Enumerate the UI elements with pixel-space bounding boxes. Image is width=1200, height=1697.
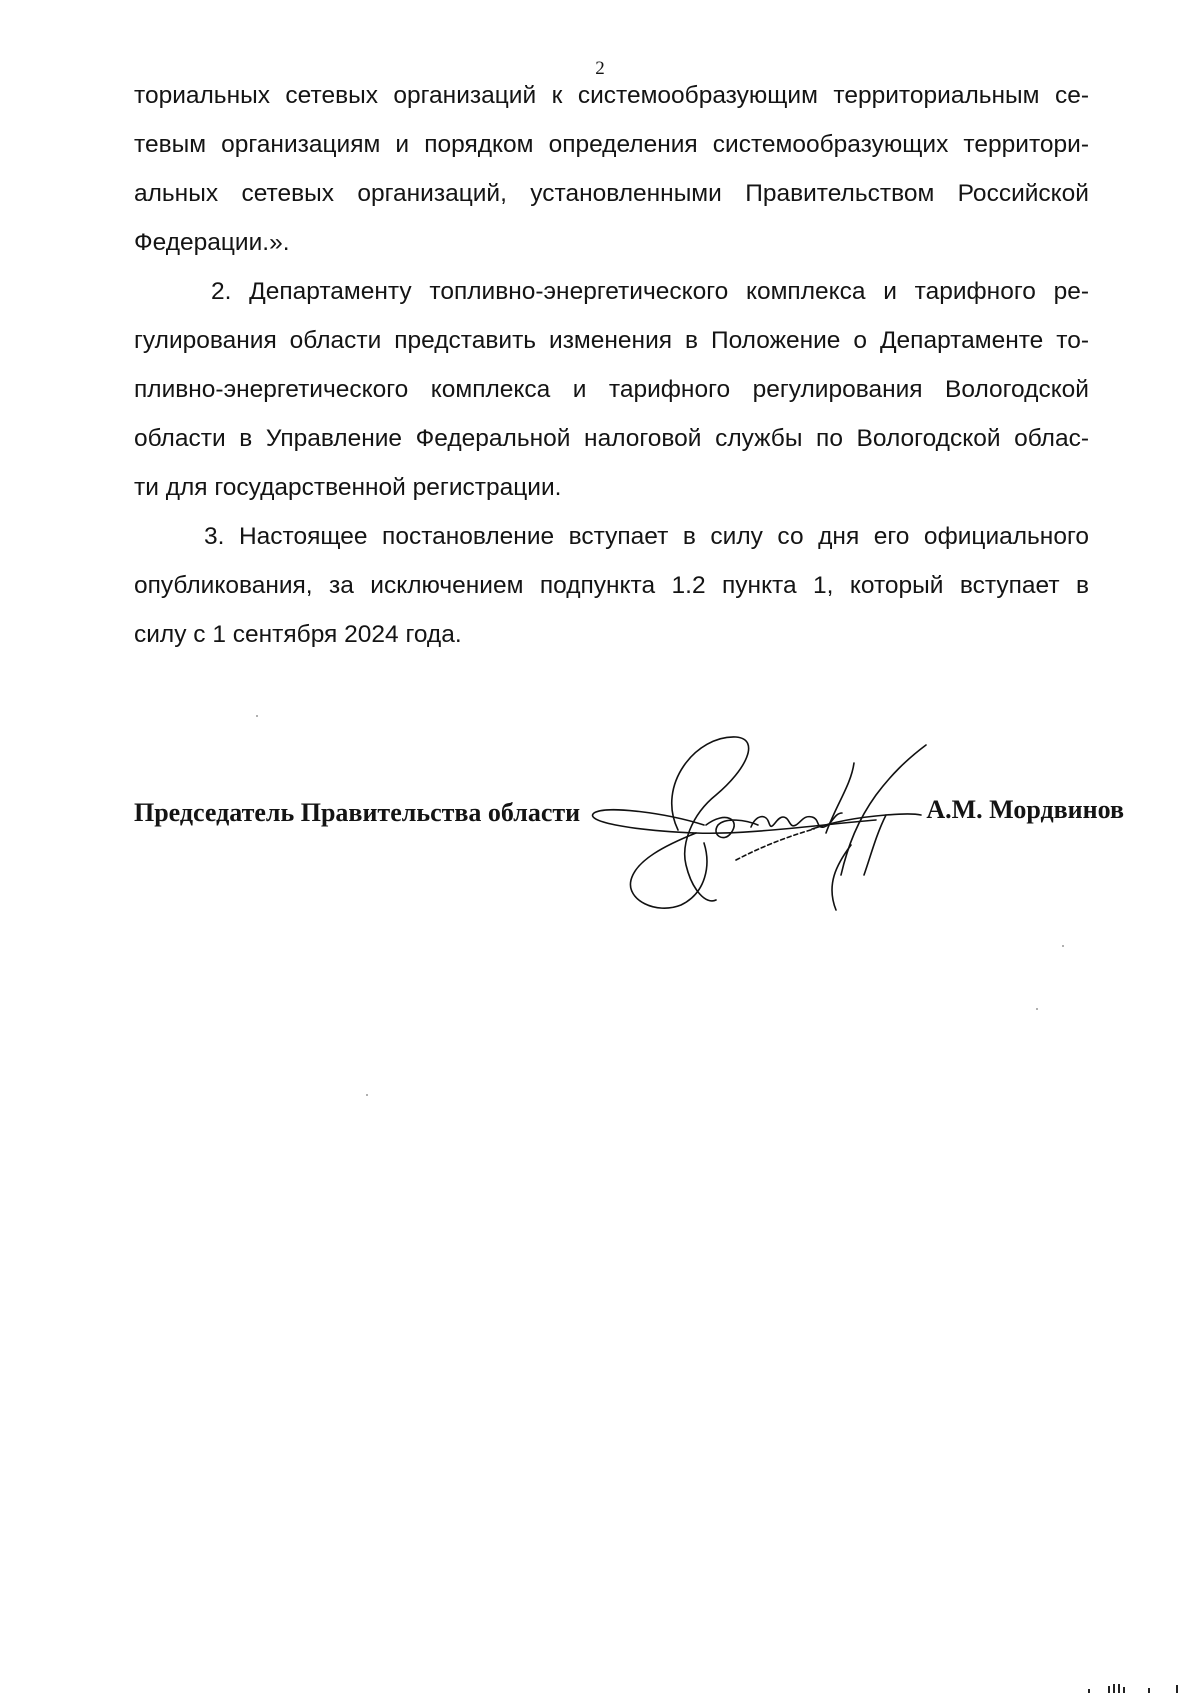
signatory-name: А.М. Мордвинов	[926, 795, 1124, 824]
paragraph-line: Федерации.».	[134, 229, 290, 256]
paragraph-line: ториальных сетевых организаций к системообразующим территориальным се-	[134, 82, 1089, 109]
paragraph-line: области в Управление Федеральной налоговой службы по Вологодской облас-	[134, 425, 1089, 452]
paragraph-line: 3. Настоящее постановление вступает в силу со дня его официального	[204, 523, 1089, 550]
signatory-position: Председатель Правительства области	[134, 798, 581, 827]
paragraph-line: ти для государственной регистрации.	[134, 474, 562, 501]
paragraph-line: силу с 1 сентября 2024 года.	[134, 621, 462, 648]
scan-marks	[1078, 1683, 1188, 1693]
handwritten-signature	[586, 725, 931, 925]
scan-speck	[1062, 945, 1064, 947]
paragraph-line: пливно-энергетического комплекса и тарифного регулирования Вологодской	[134, 376, 1089, 403]
paragraph-line: гулирования области представить изменения в Положение о Департаменте то-	[134, 327, 1089, 354]
paragraph-line: 2. Департаменту топливно-энергетического комплекса и тарифного ре-	[211, 278, 1089, 305]
scan-speck	[256, 715, 258, 717]
paragraph-line: опубликования, за исключением подпункта 1.2 пункта 1, который вступает в	[134, 572, 1089, 599]
page-number: 2	[595, 58, 605, 79]
scan-speck	[1036, 1008, 1038, 1010]
scan-speck	[366, 1094, 368, 1096]
paragraph-line: альных сетевых организаций, установленными Правительством Российской	[134, 180, 1089, 207]
paragraph-line: тевым организациям и порядком определения системообразующих территори-	[134, 131, 1089, 158]
